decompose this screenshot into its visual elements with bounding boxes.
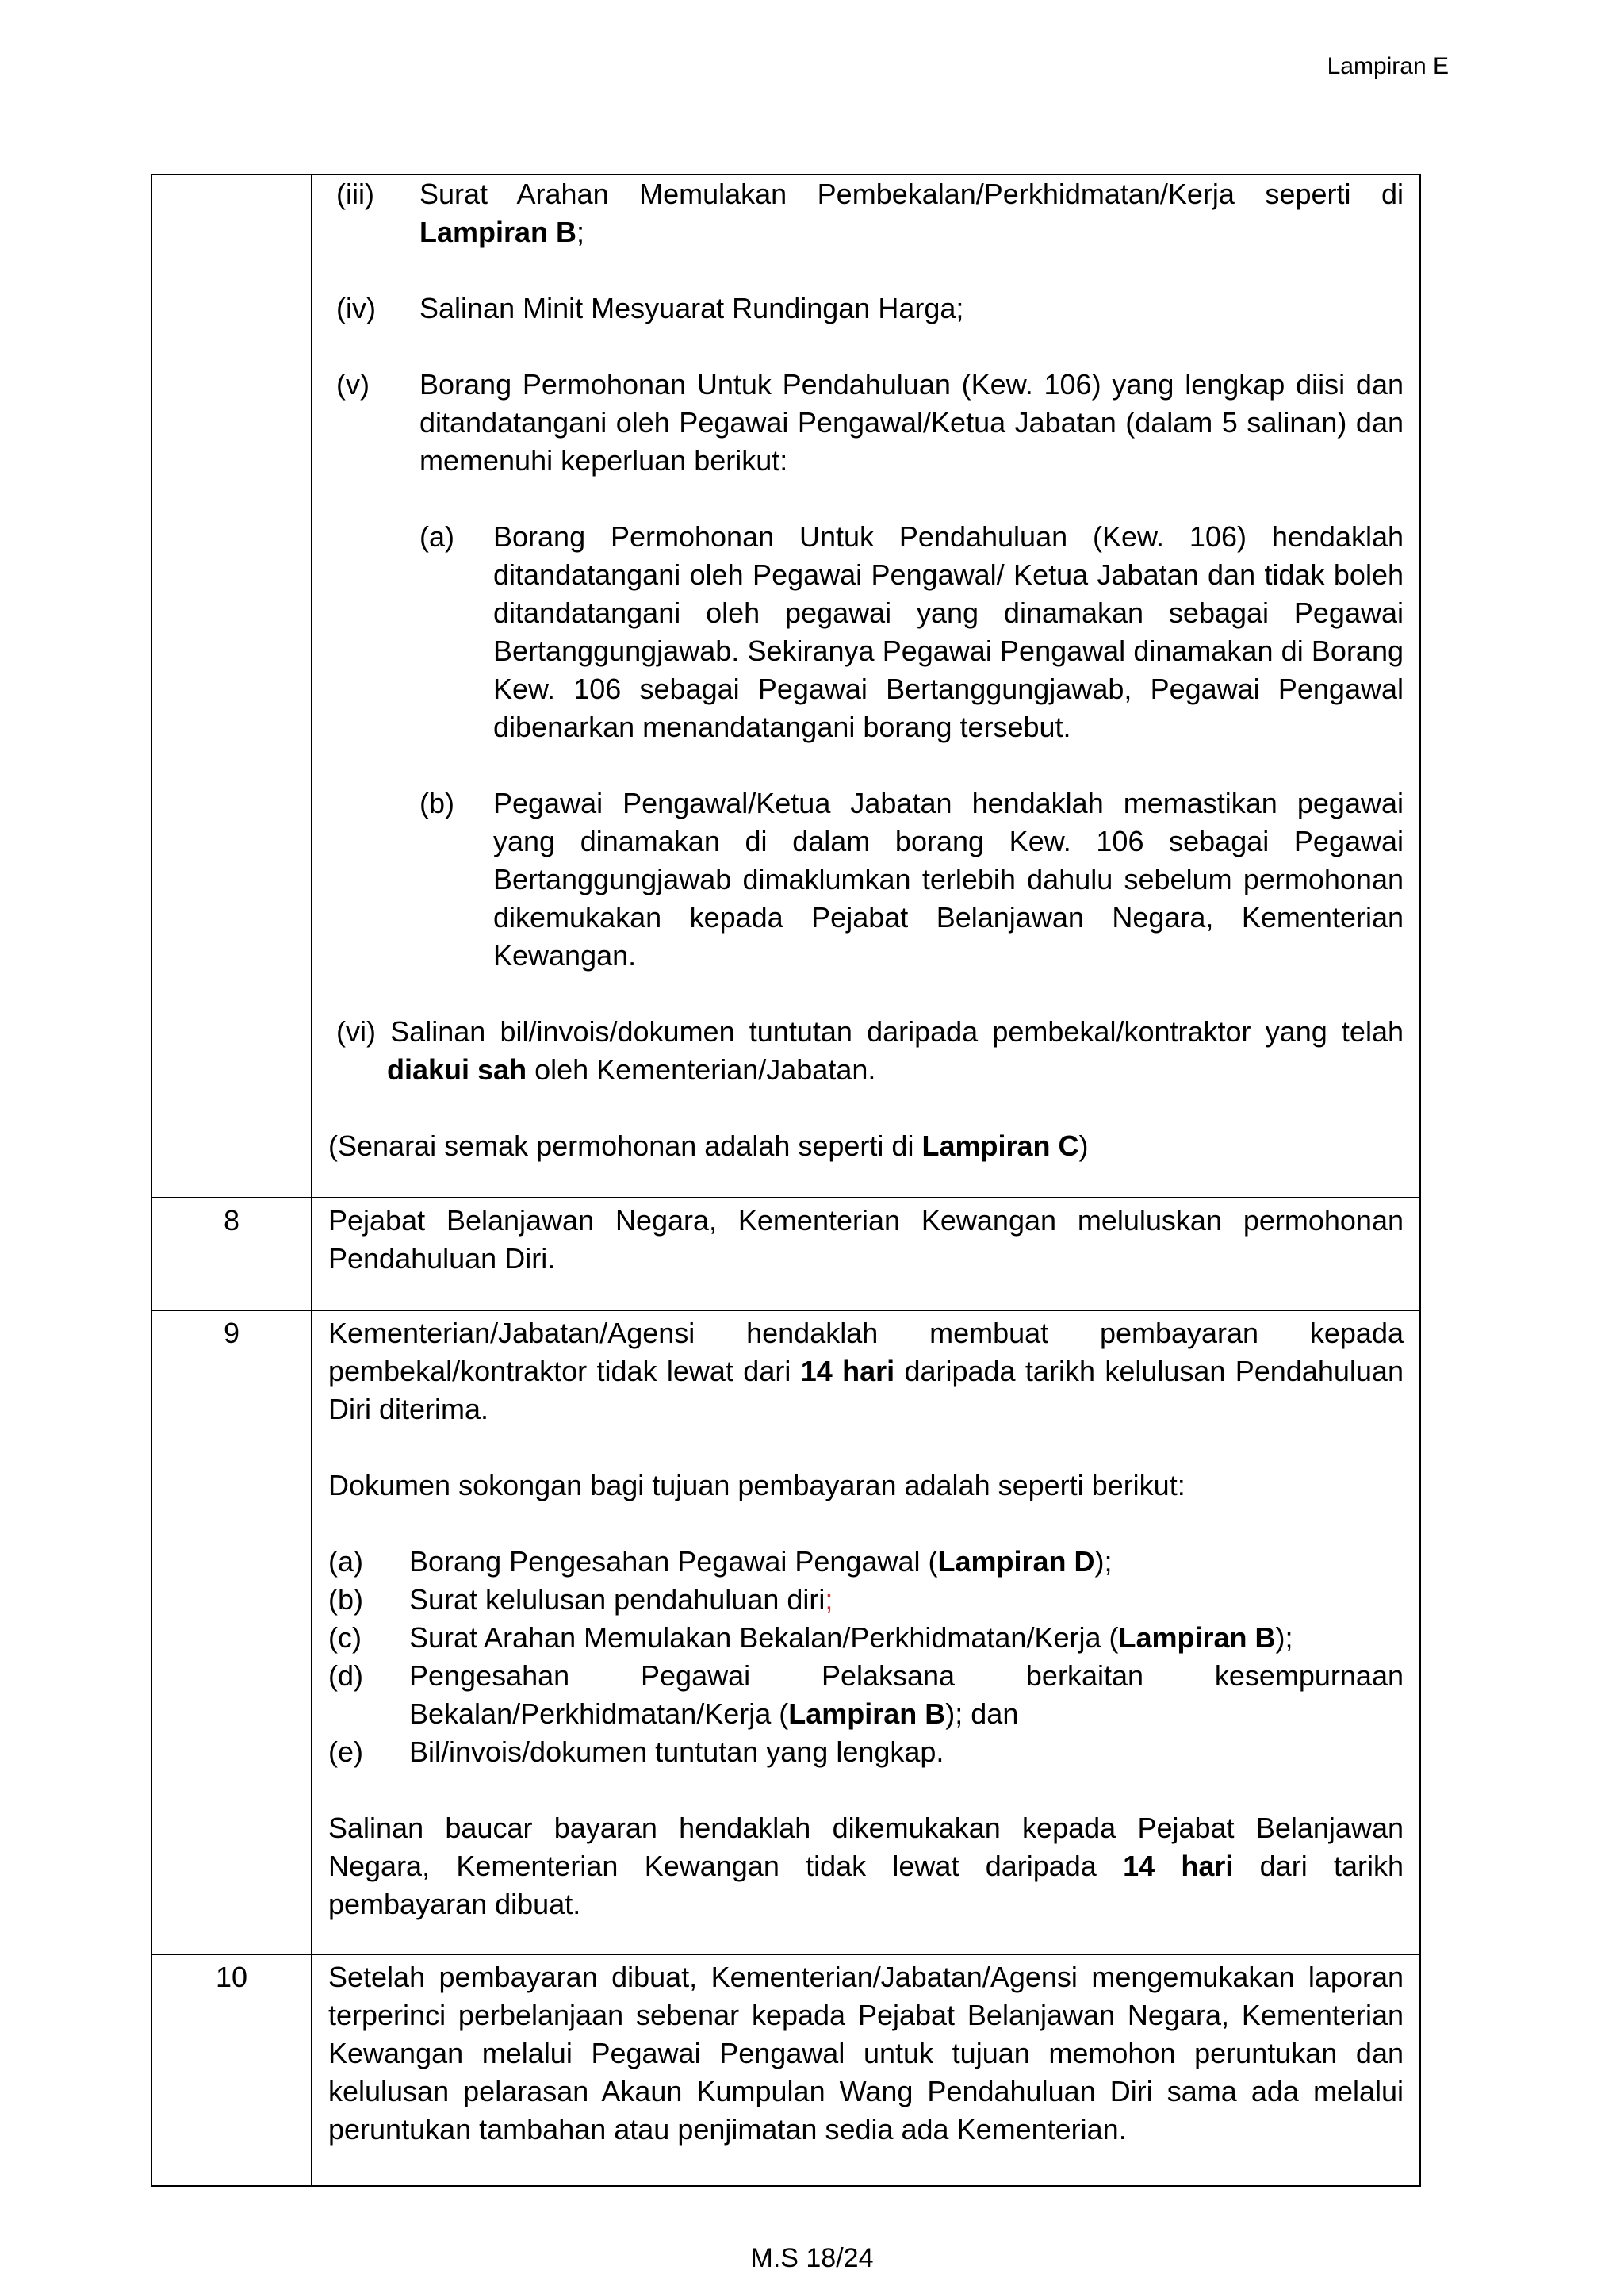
list-item bbox=[336, 366, 1404, 480]
list-item bbox=[328, 1581, 1404, 1619]
list-item bbox=[336, 1013, 1404, 1089]
item-text: Salinan Minit Mesyuarat Rundingan Harga; bbox=[419, 292, 964, 324]
item-text: Pengesahan Pegawai Pelaksana berkaitan kesempurnaan Bekalan/Perkhidmatan/Kerja (Lampiran B); dan bbox=[409, 1659, 1404, 1730]
step-number-cell bbox=[151, 1310, 312, 1954]
list-item bbox=[328, 1543, 1404, 1581]
sub-list-item bbox=[419, 784, 1404, 975]
item-label: (vi) bbox=[336, 1015, 376, 1048]
step-content-cell bbox=[312, 1310, 1420, 1954]
table-row bbox=[151, 1310, 1420, 1954]
page-number: M.S 18/24 bbox=[750, 2243, 874, 2273]
item-label: (iv) bbox=[336, 292, 376, 324]
step-content-cell bbox=[312, 174, 1420, 1198]
table-row bbox=[151, 174, 1420, 1198]
list-item bbox=[336, 175, 1404, 251]
attachment-label: Lampiran E bbox=[1327, 53, 1449, 79]
table-row bbox=[151, 1198, 1420, 1310]
item-label: (b) bbox=[328, 1583, 363, 1616]
item-label: (c) bbox=[328, 1621, 362, 1654]
item-text: Borang Permohonan Untuk Pendahuluan (Kew. 106) yang lengkap diisi dan ditandatangani oleh Pegawai Pengawal/Ketua Jabatan (dalam 5 salinan) dan memenuhi keperluan berikut: bbox=[419, 368, 1404, 477]
item-label: (d) bbox=[328, 1659, 363, 1692]
item-text: Salinan bil/invois/dokumen tuntutan daripada pembekal/kontraktor yang telah diakui sah oleh Kementerian/Jabatan. bbox=[387, 1015, 1404, 1086]
list-item bbox=[336, 290, 1404, 328]
step-paragraph: Kementerian/Jabatan/Agensi hendaklah membuat pembayaran kepada pembekal/kontraktor tidak lewat dari 14 hari daripada tarikh kelulusan Pendahuluan Diri diterima. bbox=[328, 1317, 1404, 1425]
procedure-table bbox=[151, 174, 1421, 2187]
step-paragraph: Dokumen sokongan bagi tujuan pembayaran adalah seperti berikut: bbox=[328, 1469, 1185, 1501]
step-paragraph: Salinan baucar bayaran hendaklah dikemukakan kepada Pejabat Belanjawan Negara, Kementerian Kewangan tidak lewat daripada 14 hari dari tarikh pembayaran dibuat. bbox=[328, 1812, 1404, 1920]
step-number-cell bbox=[151, 1954, 312, 2186]
item-text: Bil/invois/dokumen tuntutan yang lengkap. bbox=[409, 1735, 944, 1768]
table-row bbox=[151, 1954, 1420, 2186]
step-number: 10 bbox=[215, 1961, 248, 1993]
step-number-cell bbox=[151, 174, 312, 1198]
list-item bbox=[328, 1657, 1404, 1733]
step-text: Setelah pembayaran dibuat, Kementerian/Jabatan/Agensi mengemukakan laporan terperinci perbelanjaan sebenar kepada Pejabat Belanjawan Negara, Kementerian Kewangan melalui Pegawai Pengawal untuk tujuan memohon peruntukan dan kelulusan pelarasan Akaun Kumpulan Wang Pendahuluan Diri sama ada melalui peruntukan tambahan atau penjimatan sedia ada Kementerian. bbox=[328, 1961, 1404, 2146]
item-text: Borang Pengesahan Pegawai Pengawal (Lampiran D); bbox=[409, 1545, 1113, 1578]
sub-list-item bbox=[419, 518, 1404, 746]
item-label: (a) bbox=[419, 520, 454, 553]
step-number: 8 bbox=[223, 1204, 240, 1237]
step-content-cell bbox=[312, 1954, 1420, 2186]
list-item bbox=[328, 1619, 1404, 1657]
list-item bbox=[328, 1733, 1404, 1771]
checklist-note: (Senarai semak permohonan adalah seperti di Lampiran C) bbox=[328, 1129, 1089, 1162]
item-text: Surat Arahan Memulakan Bekalan/Perkhidmatan/Kerja (Lampiran B); bbox=[409, 1621, 1293, 1654]
item-text: Surat Arahan Memulakan Pembekalan/Perkhidmatan/Kerja seperti di Lampiran B; bbox=[419, 178, 1404, 248]
step-content-cell bbox=[312, 1198, 1420, 1310]
item-label: (b) bbox=[419, 787, 454, 819]
item-label: (a) bbox=[328, 1545, 363, 1578]
item-label: (e) bbox=[328, 1735, 363, 1768]
step-text: Pejabat Belanjawan Negara, Kementerian Kewangan meluluskan permohonan Pendahuluan Diri. bbox=[328, 1204, 1404, 1275]
item-text: Surat kelulusan pendahuluan diri; bbox=[409, 1583, 833, 1616]
item-text: Pegawai Pengawal/Ketua Jabatan hendaklah memastikan pegawai yang dinamakan di dalam borang Kew. 106 sebagai Pegawai Bertanggungjawab dimaklumkan terlebih dahulu sebelum permohonan dikemukakan kepada Pejabat Belanjawan Negara, Kementerian Kewangan. bbox=[493, 787, 1404, 972]
step-number-cell bbox=[151, 1198, 312, 1310]
item-label: (iii) bbox=[336, 178, 374, 210]
item-text: Borang Permohonan Untuk Pendahuluan (Kew. 106) hendaklah ditandatangani oleh Pegawai Pengawal/ Ketua Jabatan dan tidak boleh ditandatangani oleh pegawai yang dinamakan sebagai Pegawai Bertanggungjawab. Sekiranya Pegawai Pengawal dinamakan di Borang Kew. 106 sebagai Pegawai Bertanggungjawab, Pegawai Pengawal dibenarkan menandatangani borang tersebut. bbox=[493, 520, 1404, 743]
step-number: 9 bbox=[223, 1317, 240, 1349]
item-label: (v) bbox=[336, 368, 370, 401]
